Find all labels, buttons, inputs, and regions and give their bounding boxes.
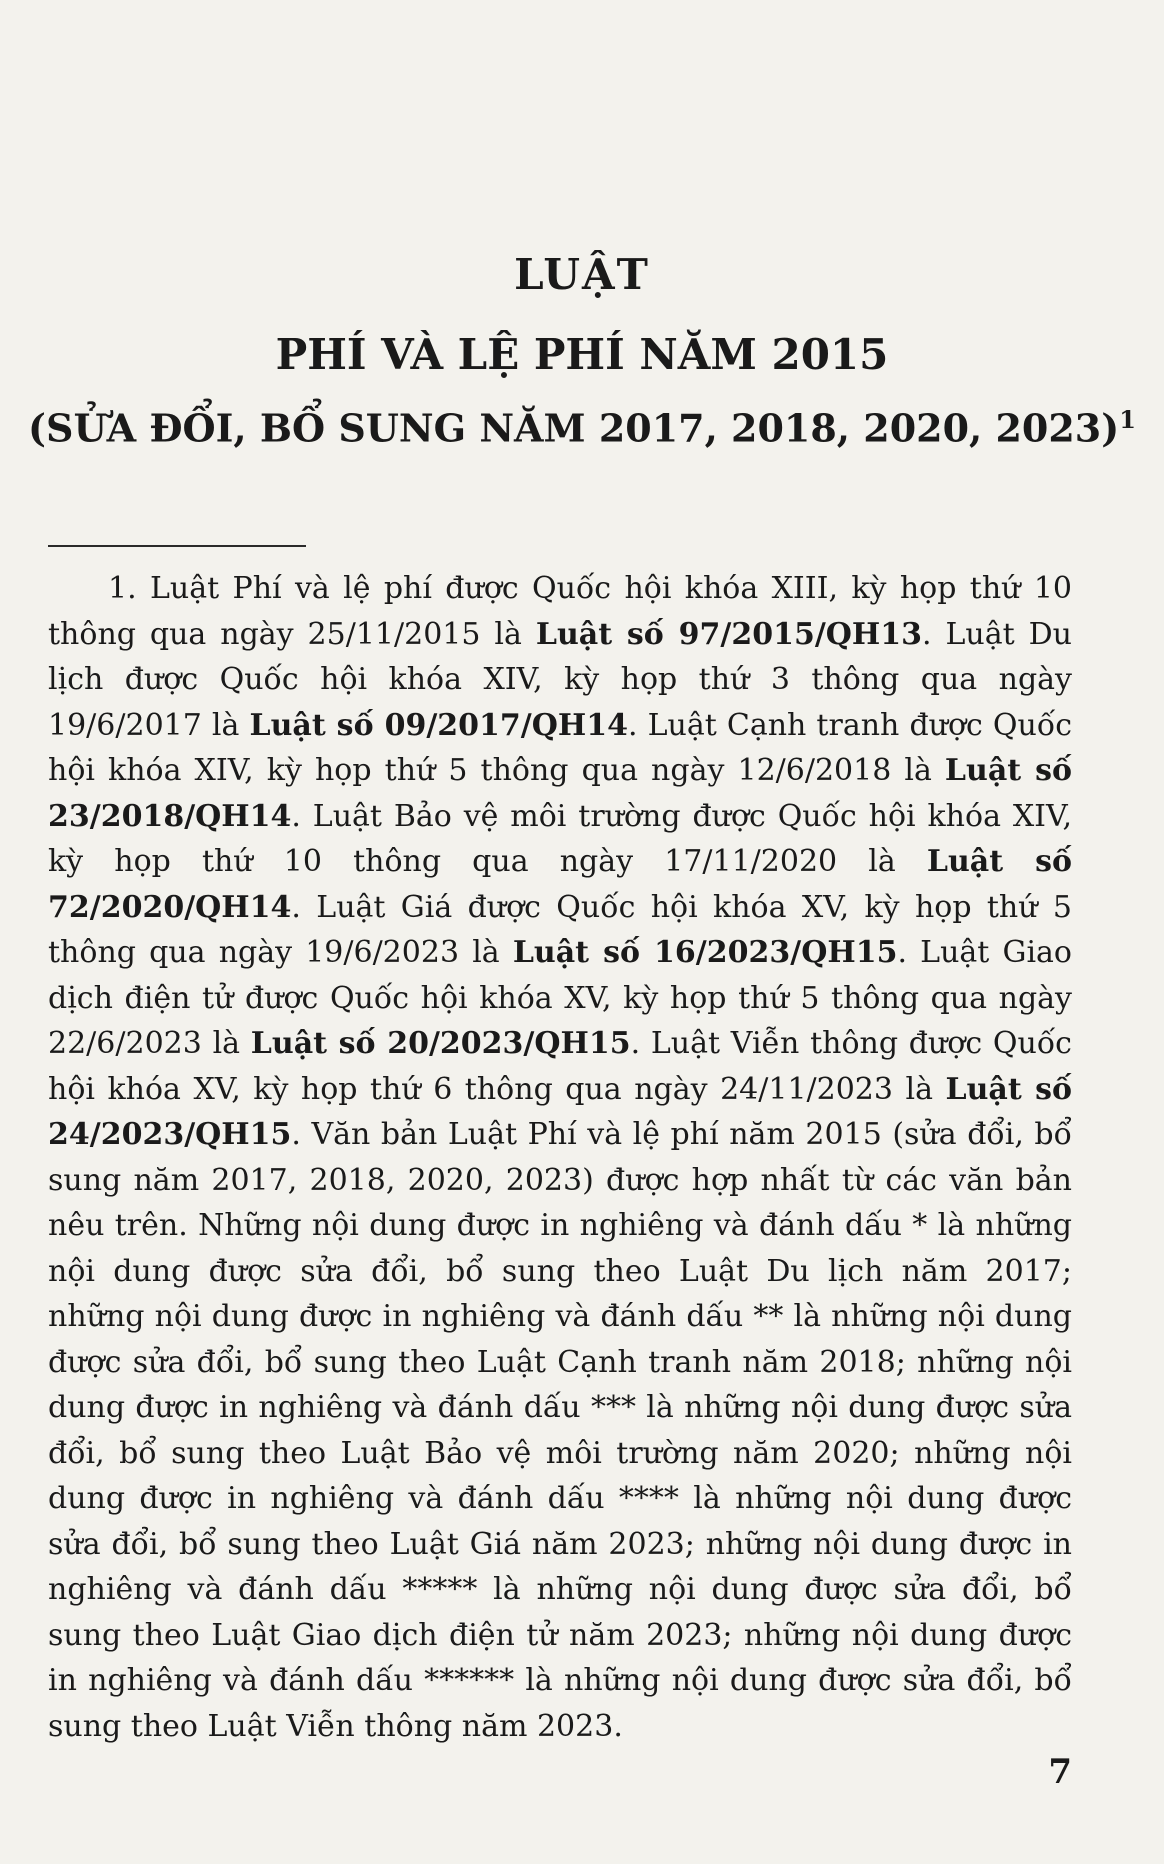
footnote-text: . Luật Bảo vệ môi trường được Quốc hội khóa XIV, kỳ họp thứ 10 thông qua ngày 17/11/2020 là [48, 798, 1072, 879]
footnote-paragraph [48, 566, 1072, 1749]
law-number: Luật số 23/2018/QH14 [48, 753, 1072, 834]
law-number: Luật số 97/2015/QH13 [535, 616, 923, 652]
footnote-text: 1. Luật Phí và lệ phí được Quốc hội khóa XIII, kỳ họp thứ 10 thông qua ngày 25/11/2015 là [48, 571, 1072, 652]
footnote-text: . Luật Giao dịch điện tử được Quốc hội khóa XV, kỳ họp thứ 5 thông qua ngày 22/6/2023 là [48, 935, 1072, 1061]
page-number: 7 [1048, 1752, 1072, 1792]
amendment-note [0, 405, 1164, 451]
footnote-text: . Luật Viễn thông được Quốc hội khóa XV, kỳ họp thứ 6 thông qua ngày 24/11/2023 là [48, 1026, 1072, 1107]
footnote-divider [48, 545, 306, 547]
footnote-text: . Văn bản Luật Phí và lệ phí năm 2015 (sửa đổi, bổ sung năm 2017, 2018, 2020, 2023) được hợp nhất từ các văn bản nêu trên. Những nội dung được in nghiêng và đánh dấu * là những nội dung được sửa đổi, bổ sung theo Luật Du lịch năm 2017; những nội dung được in nghiêng và đánh dấu ** là những nội dung được sửa đổi, bổ sung theo Luật Cạnh tranh năm 2018; những nội dung được in nghiêng và đánh dấu *** là những nội dung được sửa đổi, bổ sung theo Luật Bảo vệ môi trường năm 2020; những nội dung được in nghiêng và đánh dấu **** là những nội dung được sửa đổi, bổ sung theo Luật Giá năm 2023; những nội dung được in nghiêng và đánh dấu ***** là những nội dung được sửa đổi, bổ sung theo Luật Giao dịch điện tử năm 2023; những nội dung được in nghiêng và đánh dấu ****** là những nội dung được sửa đổi, bổ sung theo Luật Viễn thông năm 2023. [48, 1117, 1072, 1744]
law-title: LUẬT [514, 250, 650, 299]
footnote-text: . Luật Cạnh tranh được Quốc hội khóa XIV, kỳ họp thứ 5 thông qua ngày 12/6/2018 là [48, 707, 1072, 788]
amendment-text: (SỬA ĐỔI, BỔ SUNG NĂM 2017, 2018, 2020, 2023) [28, 405, 1120, 451]
footnote-text: . Luật Du lịch được Quốc hội khóa XIV, kỳ họp thứ 3 thông qua ngày 19/6/2017 là [48, 616, 1073, 743]
law-number: Luật số 20/2023/QH15 [250, 1026, 631, 1061]
footnote-reference: 1 [1119, 405, 1136, 434]
law-number: Luật số 16/2023/QH15 [512, 935, 898, 970]
law-number: Luật số 72/2020/QH14 [48, 844, 1072, 925]
law-subtitle: PHÍ VÀ LỆ PHÍ NĂM 2015 [275, 330, 889, 379]
law-number: Luật số 09/2017/QH14 [249, 707, 628, 743]
law-number: Luật số 24/2023/QH15 [48, 1071, 1073, 1152]
footnote-text: . Luật Giá được Quốc hội khóa XV, kỳ họp thứ 5 thông qua ngày 19/6/2023 là [48, 889, 1072, 970]
footnote [48, 566, 1072, 1749]
